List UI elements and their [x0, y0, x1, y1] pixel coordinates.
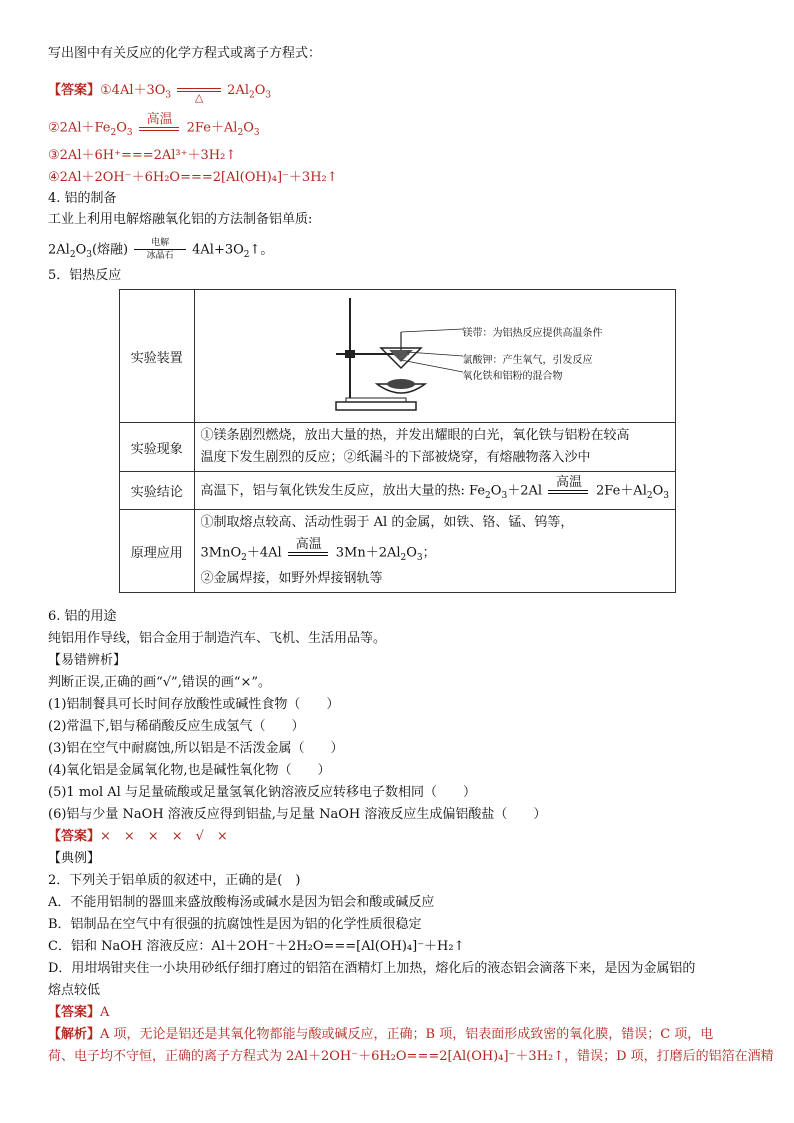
- conclusion-cell: 高温下，铝与氧化铁发生反应，放出大量的热: $Fe_2O_3+2Al$ 高温 $2Fe+Al_2O_3$: [194, 472, 675, 510]
- judge-item: (4)氧化铝是金属氧化物,也是碱性氧化物（ ）: [48, 763, 331, 778]
- option-c: C．铝和 NaOH 溶液反应：Al＋2OH⁻＋2H₂O===[Al(OH)₄]⁻＋H₂↑: [48, 939, 465, 954]
- row-head-application: 原理应用: [120, 510, 195, 593]
- equation-2: $②2Al+Fe_2O_3$ 高温 $2Fe+Al_2O_3$: [48, 113, 260, 143]
- eq2-right: 2Fe＋Al: [186, 120, 238, 136]
- application-equation: 3MnO$_2$＋4Al 高温 $3Mn+2Al_2O_3$；: [201, 538, 669, 568]
- question-2-answer: 【答案】A: [48, 1005, 110, 1020]
- condition-electrolysis: 电解 冰晶石: [134, 238, 186, 262]
- annotation-magnesium: 镁带：为铝热反应提供高温条件: [462, 328, 603, 339]
- apparatus-cell: [194, 290, 675, 423]
- section-6-text: 纯铝用作导线，铝合金用于制造汽车、飞机、生活用品等。: [48, 631, 387, 646]
- equation-3: ③2Al＋6H⁺===2Al³⁺＋3H₂↑: [48, 148, 237, 163]
- apparatus-figure: [201, 292, 669, 420]
- application-line-3: ②金属焊接，如野外焊接钢轨等: [200, 571, 383, 586]
- condition-high-temp-2: 高温: [548, 476, 590, 506]
- jiexi-line-1: 【解析】A 项，无论是铝还是其氧化物都能与酸或碱反应，正确；B 项，铝表面形成致密的氧化膜，错误；C 项，电: [48, 1027, 714, 1042]
- condition-heat: △: [177, 77, 221, 104]
- dianli-title: 【典例】: [48, 851, 101, 866]
- application-line-1: ①制取熔点较高、活动性弱于 Al 的金属，如铁、铬、锰、钨等，: [200, 515, 574, 530]
- application-cell: [194, 510, 675, 593]
- jiexi-line-2: 荷、电子均不守恒，正确的离子方程式为 2Al＋2OH⁻＋6H₂O===2[Al(OH)₄]⁻＋3H₂↑，错误；D 项，打磨后的铝箔在酒精: [48, 1049, 774, 1064]
- annotation-mixture: 氧化铁和铝粉的混合物: [462, 371, 563, 382]
- condition-high-temp-3: 高温: [288, 538, 330, 568]
- thermite-table: [119, 289, 676, 593]
- condition-high-temp: 高温: [139, 113, 181, 143]
- section-4-text: 工业上利用电解熔融氧化铝的方法制备铝单质:: [48, 212, 313, 227]
- option-a: A．不能用铝制的器皿来盛放酸梅汤或碱水是因为铝会和酸或碱反应: [48, 895, 435, 910]
- phenomenon-cell: [194, 423, 675, 472]
- eq2-left: ②2Al＋Fe: [48, 120, 111, 136]
- option-d-line-1: D．用坩埚钳夹住一小块用砂纸仔细打磨过的铝箔在酒精灯上加热，熔化后的液态铝会滴落下来，是因为金属铝的: [48, 961, 696, 976]
- judge-intro: 判断正误,正确的画“√”,错误的画“×”。: [48, 675, 272, 690]
- judge-item: (2)常温下,铝与稀硝酸反应生成氢气（ ）: [48, 719, 305, 734]
- section-6-title: 6. 铝的用途: [48, 609, 117, 624]
- answer-label: 【答案】: [48, 83, 101, 98]
- section-5-title: 5．铝热反应: [48, 268, 122, 283]
- section-4-title: 4. 铝的制备: [48, 191, 117, 206]
- judge-item: (3)铝在空气中耐腐蚀,所以铝是不活泼金属（ ）: [48, 741, 344, 756]
- equation-4: ④2Al＋2OH⁻＋6H₂O===2[Al(OH)₄]⁻＋3H₂↑: [48, 170, 338, 185]
- phenomenon-line-2: 温度下发生剧烈的反应；②纸漏斗的下部被烧穿，有熔融物落入沙中: [200, 450, 591, 465]
- intro-text: 写出图中有关反应的化学方程式或离子方程式：: [48, 46, 322, 61]
- phenomenon-line-1: ①镁条剧烈燃烧，放出大量的热，并发出耀眼的白光，氧化铁与铝粉在较高: [200, 428, 630, 443]
- equation-1: 【答案】$①4Al+3O_3$ △ $2Al_2O_3$: [48, 77, 271, 104]
- row-head-apparatus: 实验装置: [120, 290, 195, 423]
- option-d-line-2: 熔点较低: [48, 983, 101, 998]
- answer-marks: × × × × √ ×: [100, 829, 228, 844]
- row-head-phenomenon: 实验现象: [120, 423, 195, 472]
- judge-item: (5)1 mol Al 与足量硫酸或足量氢氧化钠溶液反应转移电子数相同（ ）: [48, 785, 476, 800]
- question-2: 2．下列关于铝单质的叙述中，正确的是( ): [48, 873, 301, 888]
- thermite-apparatus-diagram: [201, 292, 681, 420]
- yicuo-title: 【易错辨析】: [48, 653, 127, 668]
- judge-item: (1)铝制餐具可长时间存放酸性或碱性食物（ ）: [48, 697, 340, 712]
- eq1-right: 2Al: [227, 83, 249, 98]
- option-b: B．铝制品在空气中有很强的抗腐蚀性是因为铝的化学性质很稳定: [48, 917, 422, 932]
- eq1-left: ①4Al＋3O: [100, 83, 166, 98]
- annotation-kclo3: 氯酸钾：产生氧气，引发反应: [462, 355, 593, 366]
- electrolysis-equation: $2Al_2O_3$(熔融) 电解 冰晶石 $4Al+3O_2↑$。: [48, 238, 274, 261]
- row-head-conclusion: 实验结论: [120, 472, 195, 510]
- judge-answers: 【答案】× × × × √ ×: [48, 829, 228, 844]
- judge-item: (6)铝与少量 NaOH 溶液反应得到铝盐,与足量 NaOH 溶液反应生成偏铝酸盐（ ）: [48, 807, 547, 822]
